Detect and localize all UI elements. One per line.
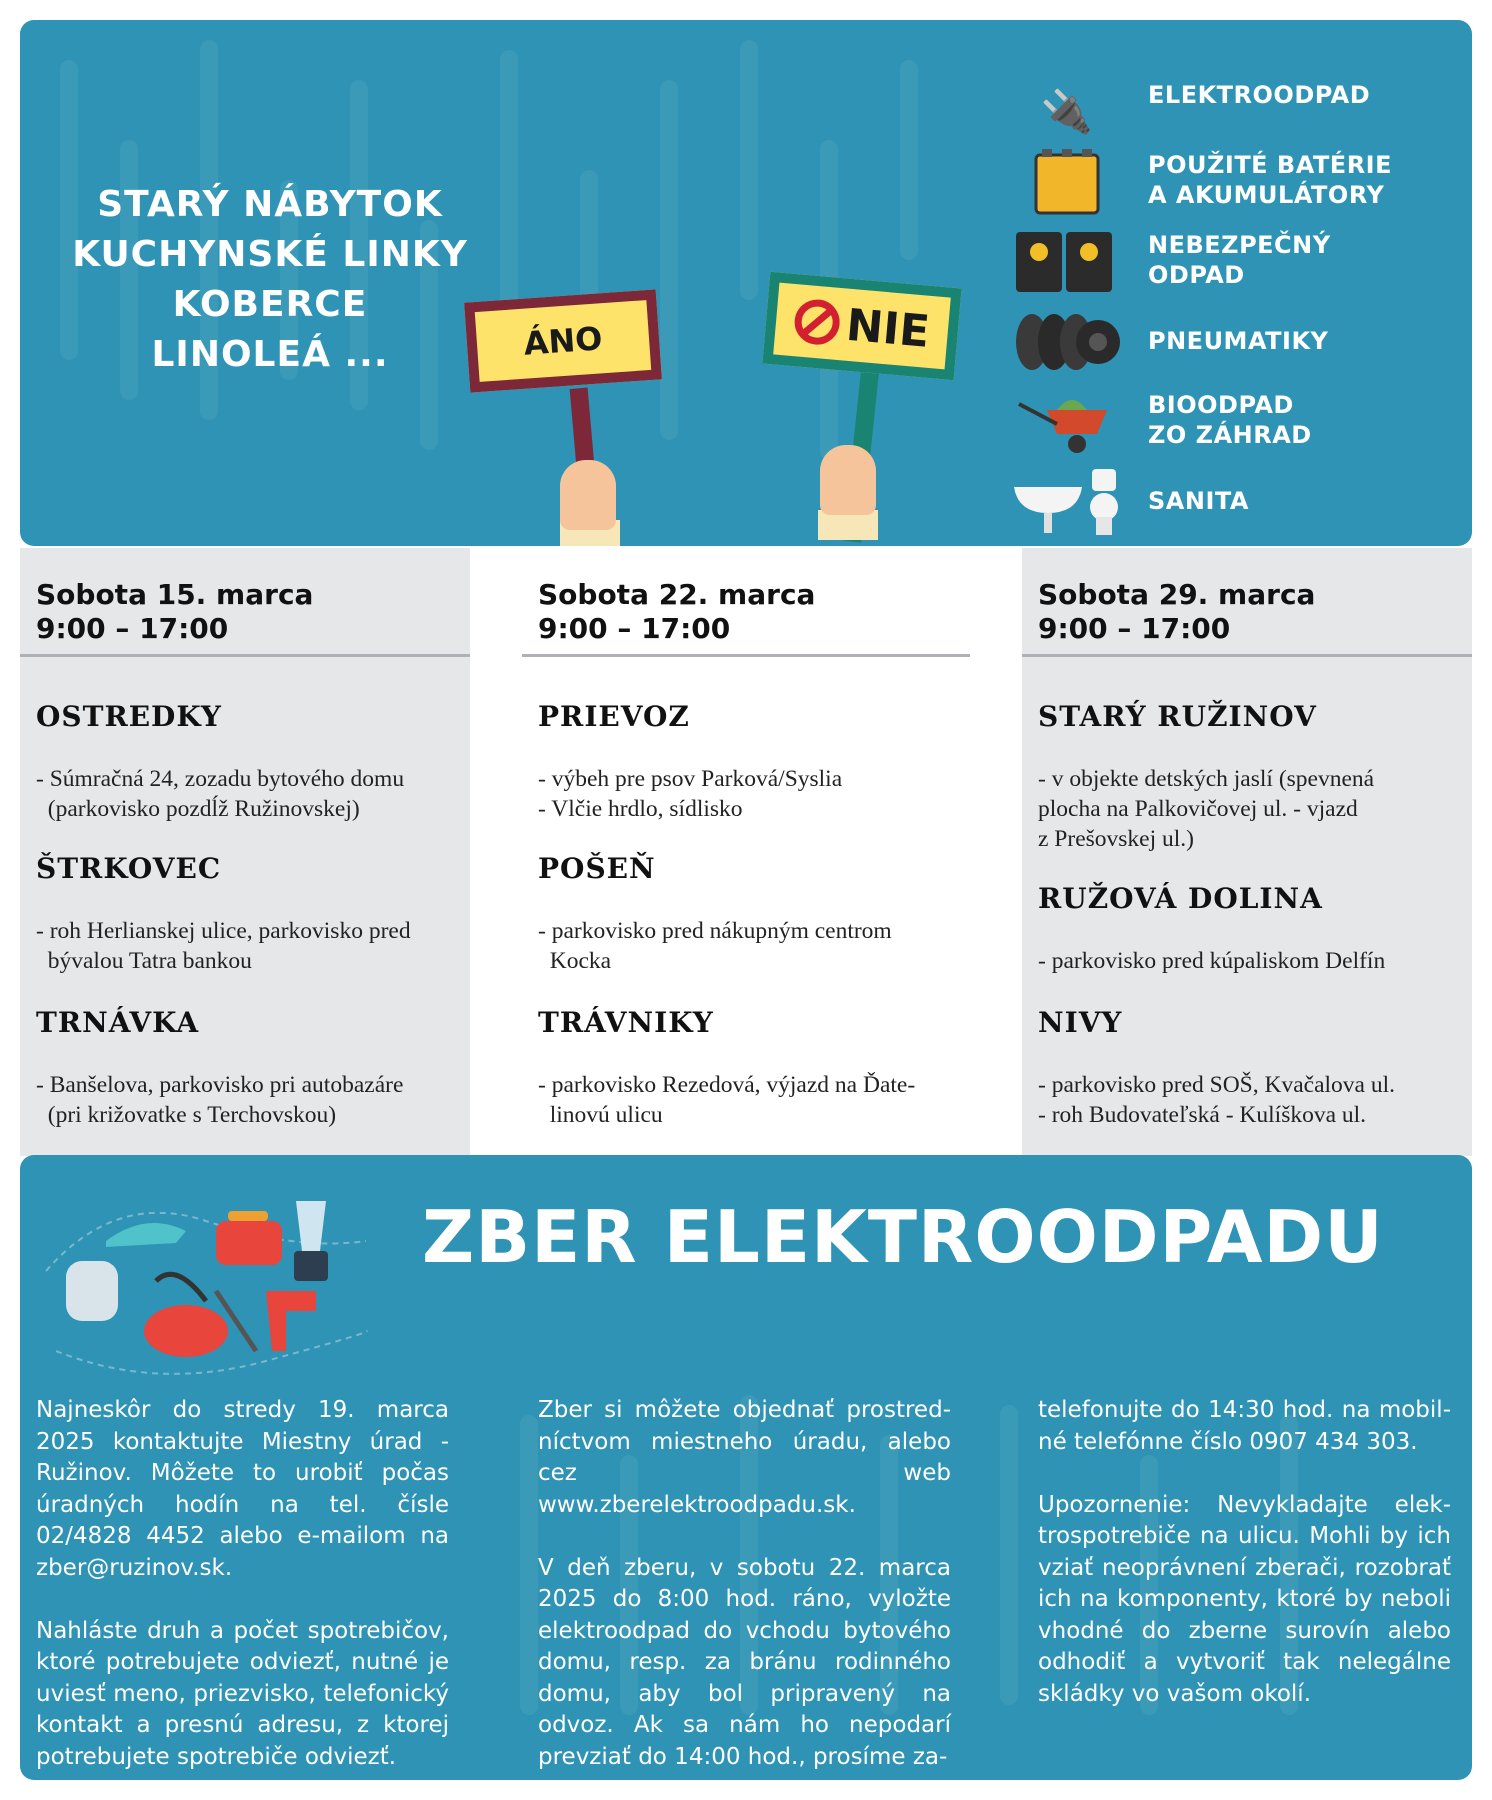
place-description: - v objekte detských jaslí (spevnená plocha na Palkovičovej ul. - vjazd z Prešovskej ul.) [1038,766,1375,852]
info-paragraph: Najneskôr do stredy 19. marca 2025 kontaktujte Miestny úrad - Ružinov. Môžete to urobiť počas úradných hodín na tel. čísle 02/4828 4452 alebo e-mailom na zber@ruzinov.sk. Nahláste druh a počet spotrebičov, ktoré potrebujete odviezť, nutné je uviesť meno, priezvisko, telefonický kontakt a presnú adresu, z ktorej potrebujete spotrebiče odviezť. [36,1397,449,1770]
bottom-banner [20,1155,1472,1780]
place-name: ŠTRKOVEC [36,852,222,885]
place-name: PRIEVOZ [538,700,690,733]
yes-sign [464,289,662,392]
hazardous-barrel-icon [1012,230,1122,294]
forbidden-item: 🔌 ELEKTROODPAD [1000,80,1472,150]
place-description: - parkovisko pred kúpaliskom Delfín [1038,948,1386,974]
electronics-icon: 🔌 [1040,87,1094,135]
forbidden-item: PNEUMATIKY [1000,310,1472,380]
date-label: Sobota 29. marca [1038,578,1316,611]
place-description: - parkovisko pred SOŠ, Kvačalova ul. - roh Budovateľská - Kulíškova ul. [1038,1072,1395,1128]
place-description: - parkovisko pred nákupným centrom Kocka [538,918,892,974]
date-label: Sobota 15. marca [36,578,314,611]
no-sign-label: NIE [844,299,932,358]
prohibited-icon [793,297,843,347]
place-description: - výbeh pre psov Parková/Syslia - Vlčie hrdlo, sídlisko [538,766,843,822]
forbidden-item: POUŽITÉ BATÉRIE A AKUMULÁTORY [1000,150,1472,220]
battery-icon [1012,144,1122,220]
place-name: RUŽOVÁ DOLINA [1038,882,1323,915]
info-paragraph: Zber si môžete objednať prostredníctvom miestneho úradu, alebo cez web www.zberelektroodpadu.sk. V deň zberu, v sobotu 22. marca 2025 do 8:00 hod. ráno, vyložte elektroodpad do vchodu bytového domu, resp. za bránu rodinného domu, aby bol pripravený na odvoz. Ak sa nám ho nepodarí prevziať do 14:00 hod., prosíme za- [538,1397,951,1770]
place-name: OSTREDKY [36,700,222,733]
allowed-item: LINOLEÁ ... [151,334,389,375]
no-hand [820,445,876,515]
sink-toilet-icon [1012,470,1122,534]
place-description: - parkovisko Rezedová, výjazd na Ďate- linovú ulicu [538,1072,916,1128]
no-sign [762,272,961,380]
yes-sign-label: ÁNO [522,319,604,363]
allowed-item: KUCHYNSKÉ LINKY [72,234,468,275]
yes-hand [560,460,616,530]
wheelbarrow-icon [1012,390,1122,454]
time-label: 9:00 – 17:00 [538,612,731,645]
place-name: NIVY [1038,1006,1123,1039]
tires-icon [1012,310,1122,374]
schedule-column-3 [1022,548,1472,1128]
allowed-items-list [50,180,490,380]
place-name: TRNÁVKA [36,1006,200,1039]
info-paragraph: telefonujte do 14:30 hod. na mobilné telefónne číslo 0907 434 303. Upozornenie: Nevykladajte elektrospotrebiče na ulicu. Mohli by ich vziať neoprávnení zberači, rozobrať ich na komponenty, ktoré by neboli vhodné do zberne surovín alebo odhodiť a vytvoriť tak nelegálne skládky vo vašom okolí. [1038,1397,1451,1707]
forbidden-item: NEBEZPEČNÝ ODPAD [1000,230,1472,300]
time-label: 9:00 – 17:00 [1038,612,1231,645]
appliances-illustration [36,1181,376,1391]
date-header [20,578,470,657]
forbidden-item: SANITA [1000,470,1472,540]
place-name: POŠEŇ [538,852,656,885]
schedule-column-2 [522,548,972,1128]
place-description: - Súmračná 24, zozadu bytového domu (parkovisko pozdĺž Ružinovskej) [36,766,405,822]
place-description: - Banšelova, parkovisko pri autobazáre (pri križovatke s Terchovskou) [36,1072,404,1128]
place-name: TRÁVNIKY [538,1006,714,1039]
date-header [1022,578,1472,657]
forbidden-item: BIOODPAD ZO ZÁHRAD [1000,390,1472,460]
time-label: 9:00 – 17:00 [36,612,229,645]
allowed-item: STARÝ NÁBYTOK [97,184,443,225]
schedule-column-1 [20,548,470,1128]
place-name: STARÝ RUŽINOV [1038,700,1317,733]
place-description: - roh Herlianskej ulice, parkovisko pred bývalou Tatra bankou [36,918,411,974]
section-title: ZBER ELEKTROODPADU [422,1195,1384,1279]
top-banner [20,20,1472,546]
date-label: Sobota 22. marca [538,578,816,611]
date-header [522,578,970,657]
allowed-item: KOBERCE [172,284,368,325]
